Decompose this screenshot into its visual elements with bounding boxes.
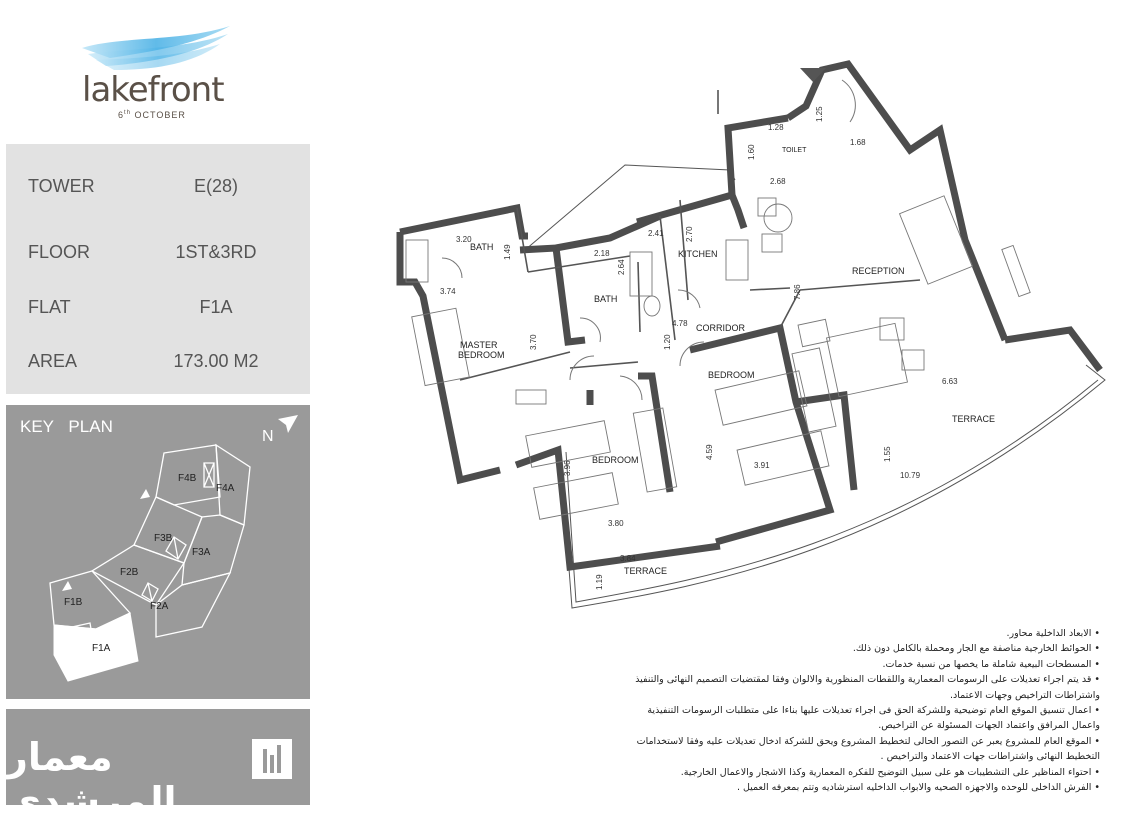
north-label: N	[262, 428, 274, 445]
dimension-label: 2.41	[648, 229, 664, 238]
info-label: FLAT	[28, 297, 71, 317]
info-value: 173.00 M2	[173, 351, 259, 371]
dimension-label: 3.96	[563, 460, 572, 476]
room-label-master-bedroom: BEDROOM	[458, 350, 505, 360]
info-label: FLOOR	[28, 242, 91, 262]
key-label-f1b: F1B	[64, 597, 83, 608]
key-plan-panel	[6, 405, 310, 699]
room-label-bedroom: BEDROOM	[708, 370, 755, 380]
note-item: • المسطحات البيعية شاملة ما يخصها من نسبة خدمات.	[630, 657, 1100, 672]
info-value: 1ST&3RD	[175, 242, 257, 262]
dimension-label: 10.79	[900, 471, 921, 480]
info-row-tower	[6, 176, 310, 216]
dimension-label: 4.59	[705, 444, 714, 460]
developer-brand-panel	[6, 709, 310, 823]
dimension-label: 1.19	[595, 574, 604, 590]
info-value: F1A	[199, 297, 233, 317]
entry-arrow-icon	[62, 581, 72, 591]
key-label-f2b: F2B	[120, 567, 139, 578]
dimension-label: 3.74	[440, 287, 456, 296]
room-label-bath: BATH	[470, 242, 494, 252]
dimension-label: 1.28	[768, 123, 784, 132]
floor-plan-drawing	[380, 50, 1140, 620]
info-row-flat	[6, 297, 310, 337]
dimension-label: 3.20	[456, 235, 472, 244]
room-label-bath: BATH	[594, 294, 618, 304]
entry-arrow-icon	[140, 489, 150, 499]
dimension-label: 7.86	[793, 284, 802, 300]
room-label-master-bedroom: MASTER	[460, 340, 498, 350]
dimension-label: 1.68	[850, 138, 866, 147]
dimension-label: 1.55	[883, 446, 892, 462]
note-item: • الفرش الداخلى للوحده والاجهزه الصحيه والابواب الداخليه استرشاديه وتتم بمعرفه العميل .	[630, 780, 1100, 795]
dimension-label: 1.60	[747, 144, 756, 160]
key-label-f2a: F2A	[150, 601, 169, 612]
key-label-f4b: F4B	[178, 473, 197, 484]
dimension-label: 4.78	[672, 319, 688, 328]
dimension-label: 1.25	[815, 106, 824, 122]
key-label-f4a: F4A	[216, 483, 235, 494]
dimension-label: 3.80	[608, 519, 624, 528]
unit-info-panel	[6, 144, 310, 394]
info-label: AREA	[28, 351, 78, 371]
note-item: • احتواء المناظير على التشطيبات هو على سبيل التوضيح للفكره المعمارية وكذا الاشجار والاعمال الخارجية.	[630, 765, 1100, 780]
room-label-kitchen: KITCHEN	[678, 249, 718, 259]
logo-subtitle: 6th OCTOBER	[118, 110, 186, 120]
disclaimer-notes	[630, 626, 1100, 795]
info-row-floor	[6, 242, 310, 282]
room-label-toilet: TOILET	[782, 147, 807, 154]
dimension-label: 1.49	[503, 244, 512, 260]
room-label-reception: RECEPTION	[852, 266, 905, 276]
note-item: • اعمال تنسيق الموقع العام توضيحية وللشركة الحق فى اجراء تعديلات عليها بناءا على متطلبات الرسومات التنفيذية واعمال المرافق واعتماد الجهات المسئولة عن التراخيص.	[630, 703, 1100, 734]
north-arrow-icon	[278, 415, 298, 433]
info-row-area	[6, 351, 310, 391]
dimension-label: 2.70	[685, 226, 694, 242]
key-label-f1a: F1A	[92, 643, 111, 654]
key-plan-title: KEY PLAN	[20, 417, 113, 436]
key-label-f3a: F3A	[192, 547, 211, 558]
dimension-label: 6.63	[942, 377, 958, 386]
room-label-terrace: TERRACE	[624, 566, 668, 576]
dimension-label: 3.84	[620, 554, 636, 563]
dimension-label: 3.70	[529, 334, 538, 350]
key-label-f3b: F3B	[154, 533, 173, 544]
room-label-terrace: TERRACE	[952, 414, 996, 424]
info-value: E(28)	[193, 176, 238, 196]
dimension-label: 2.64	[617, 259, 626, 275]
developer-logo-icon	[252, 739, 292, 779]
note-item: • الحوائط الخارجية مناصفة مع الجار ومحملة بالكامل دون ذلك.	[630, 641, 1100, 656]
room-label-corridor: CORRIDOR	[696, 323, 745, 333]
note-item: • الابعاد الداخلية محاور.	[630, 626, 1100, 641]
dimension-label: 2.68	[770, 177, 786, 186]
info-label: TOWER	[28, 176, 95, 196]
room-label-bedroom: BEDROOM	[592, 455, 639, 465]
note-item: • الموقع العام للمشروع يعبر عن التصور الحالى لتخطيط المشروع ويحق للشركة ادخال تعديلات عليه وفقا لاستخدامات التخطيط النهائى واشتراطات جهات الاعتماد والتراخيص .	[630, 734, 1100, 765]
dimension-label: 1.20	[663, 334, 672, 350]
developer-name: معمار المرشدى	[6, 735, 177, 823]
note-item: • قد يتم اجراء تعديلات على الرسومات المعمارية واللقطات المنظورية والالوان وفقا لمقتضيات التصميم النهائى والتنفيذ واشتراطات التراخيص وجهات الاعتماد.	[630, 672, 1100, 703]
key-plan-drawing	[6, 405, 310, 699]
dimension-label: 3.91	[754, 461, 770, 470]
dimension-label: 2.18	[594, 249, 610, 258]
logo-title: lakefront	[82, 70, 224, 110]
